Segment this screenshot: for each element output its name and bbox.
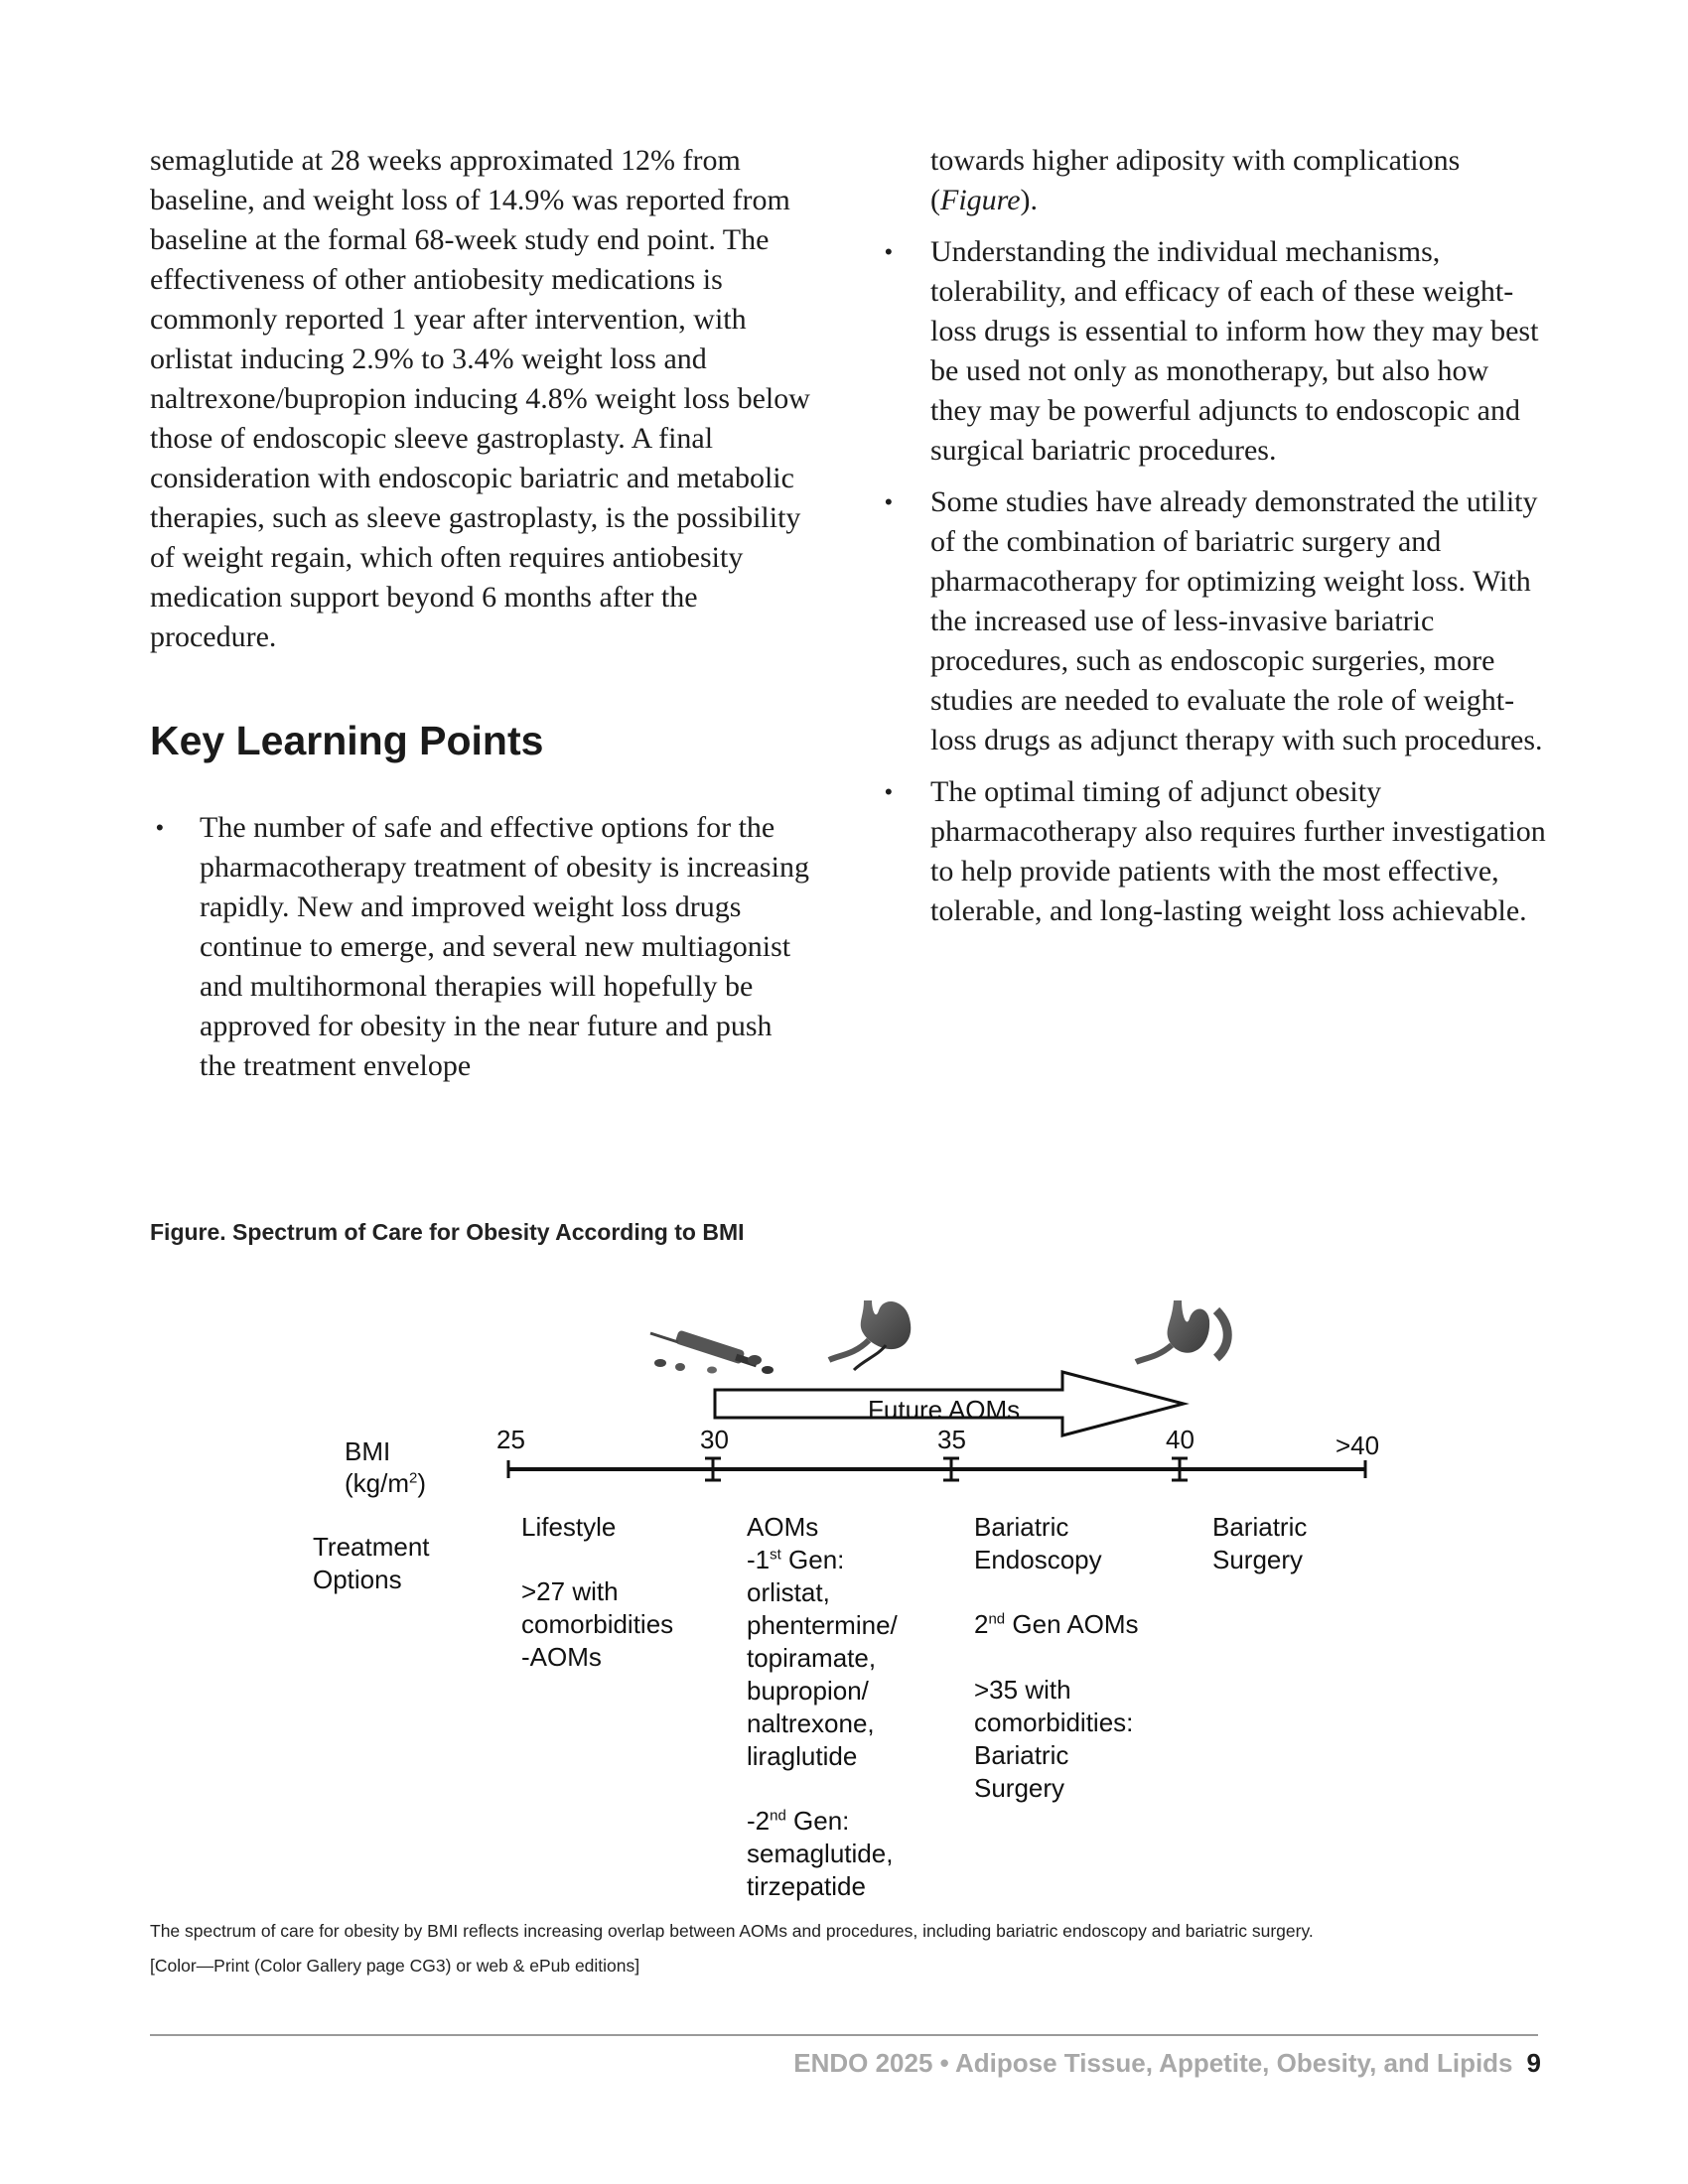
- surgery-title: Bariatric: [1212, 1512, 1308, 1542]
- continuation-paragraph: [930, 141, 1546, 220]
- syringe-pills-icon: [650, 1330, 774, 1374]
- list-item: [885, 232, 1546, 471]
- aoms-gen1: -1st Gen:: [747, 1545, 845, 1574]
- bullet-icon: •: [156, 815, 164, 840]
- figure-graphics: [0, 1281, 1688, 1499]
- bullet-icon: •: [885, 779, 893, 804]
- endoscopy-title-2: Endoscopy: [974, 1545, 1102, 1574]
- stomach-surgery-icon: [1136, 1300, 1227, 1362]
- continuation-text: towards higher adiposity with complications (: [930, 144, 1461, 216]
- endoscopy-line: Surgery: [974, 1773, 1065, 1803]
- endoscopy-gen2: 2nd Gen AOMs: [974, 1609, 1139, 1639]
- list-item: [885, 772, 1546, 931]
- options-label: Options: [313, 1565, 402, 1594]
- tick-label-35: 35: [937, 1425, 966, 1454]
- surgery-title-2: Surgery: [1212, 1545, 1304, 1574]
- continuation-end: ).: [1020, 184, 1039, 216]
- aoms-line: liraglutide: [747, 1741, 858, 1771]
- aoms-line: tirzepatide: [747, 1871, 866, 1901]
- lifestyle-line: -AOMs: [521, 1642, 602, 1672]
- figure-title: Figure. Spectrum of Care for Obesity According to BMI: [150, 1219, 745, 1245]
- endoscopy-title: Bariatric: [974, 1512, 1069, 1542]
- aoms-line: naltrexone,: [747, 1708, 875, 1738]
- bullet-text: The optimal timing of adjunct obesity pharmacotherapy also requires further investigation to help provide patients with the most effective, tolerable, and long-lasting weight loss achievable.: [930, 775, 1546, 927]
- aoms-line: phentermine/: [747, 1610, 898, 1640]
- lifestyle-line: >27 with: [521, 1576, 619, 1606]
- bullet-text: The number of safe and effective options for the pharmacotherapy treatment of obesity is increasing rapidly. New and improved weight loss drugs continue to emerge, and several new multiagonist and multihormonal therapies will hopefully be approved for obesity in the near future and push the treatment envelope: [200, 811, 809, 1082]
- aoms-gen2: -2nd Gen:: [747, 1806, 850, 1836]
- endoscopy-line: comorbidities:: [974, 1707, 1134, 1737]
- tick-label-30: 30: [700, 1425, 729, 1454]
- bmi-label: BMI: [345, 1436, 391, 1466]
- list-item: [150, 808, 815, 1086]
- aoms-title: AOMs: [747, 1512, 819, 1542]
- treatment-label: Treatment: [313, 1532, 430, 1562]
- left-column: [150, 141, 815, 1098]
- bullet-list: [150, 808, 815, 1086]
- endoscopy-line: Bariatric: [974, 1740, 1069, 1770]
- bullet-text: Some studies have already demonstrated the utility of the combination of bariatric surgery and pharmacotherapy for optimizing weight loss. With the increased use of less-invasive bariatric procedures, such as endoscopic surgeries, more studies are needed to evaluate the role of weight-loss drugs as adjunct therapy with such procedures.: [930, 485, 1543, 756]
- right-column: [885, 141, 1546, 943]
- body-paragraph: semaglutide at 28 weeks approximated 12% from baseline, and weight loss of 14.9% was reported from baseline at the formal 68-week study end point. The effectiveness of other antiobesity medications is commonly reported 1 year after intervention, with orlistat inducing 2.9% to 3.4% weight loss and naltrexone/bupropion inducing 4.8% weight loss below those of endoscopic sleeve gastroplasty. A final consideration with endoscopic bariatric and metabolic therapies, such as sleeve gastroplasty, is the possibility of weight regain, which often requires antiobesity medication support beyond 6 months after the procedure.: [150, 144, 810, 653]
- lifestyle-title: Lifestyle: [521, 1512, 617, 1542]
- tick-label-40: 40: [1166, 1425, 1195, 1454]
- caption-line: The spectrum of care for obesity by BMI reflects increasing overlap between AOMs and procedures, including bariatric endoscopy and bariatric surgery.: [150, 1921, 1314, 1941]
- stomach-endoscopy-icon: [829, 1300, 911, 1370]
- aoms-line: orlistat,: [747, 1577, 830, 1607]
- section-heading: Key Learning Points: [150, 718, 544, 763]
- aoms-line: semaglutide,: [747, 1839, 894, 1868]
- bullet-text: Understanding the individual mechanisms, tolerability, and efficacy of each of these weight-loss drugs is essential to inform how they may best be used not only as monotherapy, but also how they may be powerful adjuncts to endoscopic and surgical bariatric procedures.: [930, 235, 1539, 467]
- bullet-list: [885, 232, 1546, 931]
- aoms-line: bupropion/: [747, 1676, 869, 1706]
- lifestyle-line: comorbidities: [521, 1609, 674, 1639]
- bmi-unit: $(kg/m^2)$: [345, 1468, 427, 1498]
- future-aoms-label: Future AOMs: [868, 1395, 1021, 1425]
- bullet-icon: •: [885, 489, 893, 514]
- endoscopy-line: >35 with: [974, 1675, 1071, 1705]
- tick-label-over-40: >40: [1336, 1431, 1380, 1460]
- tick-label-25: 25: [496, 1425, 525, 1454]
- page-footer: [793, 2048, 1541, 2079]
- figure-caption: [150, 1914, 1560, 1983]
- aoms-line: topiramate,: [747, 1643, 877, 1673]
- footer-text: ENDO 2025 • Adipose Tissue, Appetite, Obesity, and Lipids: [793, 2048, 1513, 2078]
- list-item: [885, 482, 1546, 760]
- footer-divider: [150, 2034, 1538, 2036]
- caption-edition-note: [Color—Print (Color Gallery page CG3) or web & ePub editions]: [150, 1956, 640, 1976]
- figure-reference: Figure: [940, 184, 1021, 216]
- bullet-icon: •: [885, 239, 893, 264]
- page-number: 9: [1526, 2048, 1541, 2078]
